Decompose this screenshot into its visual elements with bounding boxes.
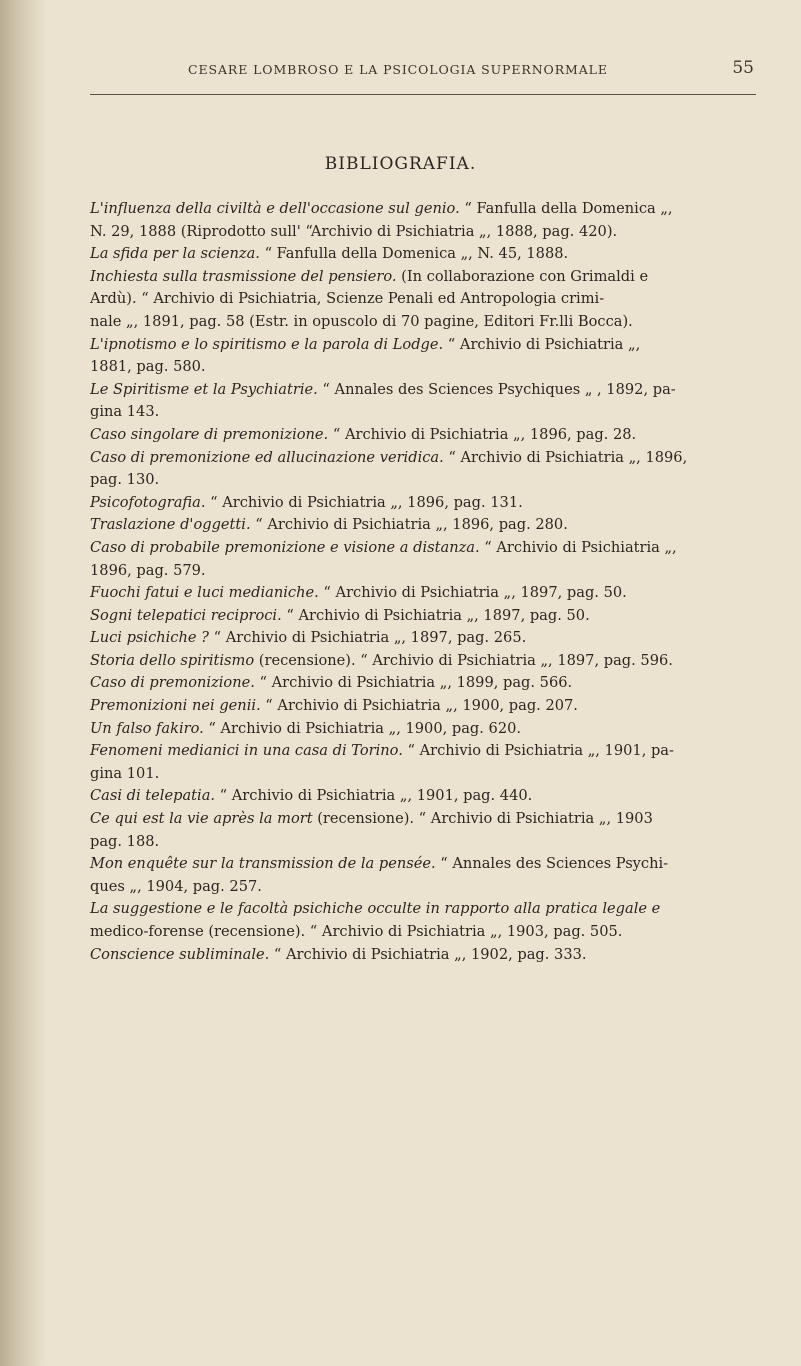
- entry-line: [90, 582, 752, 605]
- bibliography-entry: [90, 695, 752, 718]
- bibliography-entry: [90, 266, 752, 334]
- entry-title: Ce qui est la vie après la mort: [90, 810, 313, 828]
- entry-citation: medico-forense (recensione). “ Archivio di Psichiatria „, 1903, pag. 505.: [90, 923, 623, 940]
- entry-citation: “ Fanfulla della Domenica „, N. 45, 1888.: [259, 245, 569, 263]
- bibliography-entry: [90, 808, 752, 853]
- bibliography-entry: [90, 537, 752, 582]
- bibliography-entry: [90, 582, 752, 605]
- page-header: [108, 58, 754, 84]
- section-title: BIBLIOGRAFIA.: [324, 154, 477, 174]
- entry-title: Psicofotografia.: [90, 493, 206, 511]
- entry-line: [90, 469, 752, 492]
- entry-line: [90, 537, 752, 560]
- entry-line: [90, 627, 752, 650]
- entry-title: Premonizioni nei genii.: [90, 697, 261, 715]
- entry-line: [90, 876, 752, 899]
- entry-title: Inchiesta sulla trasmissione del pensiero.: [90, 267, 397, 285]
- entry-line: [90, 831, 752, 854]
- entry-citation: “ Archivio di Psichiatria „, 1900, pag. 207.: [260, 697, 578, 715]
- entry-citation: gina 143.: [90, 403, 160, 421]
- entry-title: Caso di probabile premonizione e visione a distanza.: [90, 538, 480, 556]
- entry-citation: pag. 188.: [90, 832, 160, 850]
- entry-citation: ques „, 1904, pag. 257.: [90, 877, 262, 895]
- entry-citation: “ Archivio di Psichiatria „, 1897, pag. 50.: [281, 606, 590, 624]
- entry-line: [90, 243, 752, 266]
- entry-line: [90, 560, 752, 583]
- entry-title: Caso di premonizione.: [90, 674, 255, 692]
- entry-line: [90, 514, 752, 537]
- entry-citation: 1881, pag. 580.: [90, 358, 206, 376]
- entry-line: [90, 898, 752, 921]
- bibliography-entry: [90, 514, 752, 537]
- bibliography-entry: [90, 447, 752, 492]
- entry-line: [90, 718, 752, 741]
- entry-title: Le Spiritisme et la Psychiatrie.: [90, 380, 318, 398]
- entry-citation: “ Archivio di Psichiatria „, 1901, pa-: [402, 742, 674, 760]
- entry-citation: “ Archivio di Psichiatria „, 1900, pag. 620.: [203, 719, 522, 737]
- entry-citation: (recensione). “ Archivio di Psichiatria „, 1903: [312, 810, 653, 828]
- entry-citation: “ Archivio di Psichiatria „, 1897, pag. 50.: [318, 584, 627, 602]
- entry-line: [90, 785, 752, 808]
- entry-citation: (recensione). “ Archivio di Psichiatria „, 1897, pag. 596.: [254, 651, 673, 669]
- bibliography-entry: [90, 627, 752, 650]
- entry-title: La sfida per la scienza.: [90, 245, 260, 263]
- entry-line: [90, 266, 752, 289]
- bibliography-entry: [90, 944, 752, 967]
- entry-title: Conscience subliminale.: [90, 945, 270, 963]
- entry-title: La suggestione e le facoltà psichiche occulte in rapporto alla pratica legale e: [90, 900, 661, 918]
- bibliography-entry: [90, 243, 752, 266]
- entry-title: Luci psichiche ?: [90, 629, 209, 647]
- entry-line: [90, 763, 752, 786]
- bibliography-entry: [90, 334, 752, 379]
- page-number: 55: [732, 58, 754, 78]
- bibliography-entry: [90, 785, 752, 808]
- bibliography-entry: [90, 853, 752, 898]
- bibliography-entry: [90, 898, 752, 943]
- entry-citation: gina 101.: [90, 764, 160, 782]
- entry-line: [90, 401, 752, 424]
- entry-title: Caso di premonizione ed allucinazione veridica.: [90, 448, 444, 466]
- entry-title: Caso singolare di premonizione.: [90, 425, 329, 443]
- entry-line: [90, 492, 752, 515]
- entry-line: [90, 311, 752, 334]
- entry-citation: nale „, 1891, pag. 58 (Estr. in opuscolo di 70 pagine, Editori Fr.lli Bocca).: [90, 312, 633, 330]
- entry-title: L'influenza della civiltà e dell'occasione sul genio.: [90, 200, 460, 217]
- entry-citation: (In collaborazione con Grimaldi e: [396, 267, 649, 285]
- entry-line: [90, 853, 752, 876]
- entry-line: [90, 424, 752, 447]
- entry-citation: pag. 130.: [90, 471, 160, 489]
- bibliography-entry: [90, 198, 752, 243]
- entry-citation: “ Archivio di Psichiatria „, 1896, pag. 28.: [328, 425, 637, 443]
- entry-title: Traslazione d'oggetti.: [90, 516, 251, 534]
- entry-line: [90, 740, 752, 763]
- entry-citation: “ Archivio di Psichiatria „, 1896,: [443, 448, 688, 466]
- entry-line: [90, 921, 752, 944]
- entry-citation: “ Archivio di Psichiatria „, 1902, pag. 333.: [269, 945, 587, 963]
- entry-title: Mon enquête sur la transmission de la pensée.: [90, 855, 436, 873]
- entry-line: [90, 447, 752, 470]
- bibliography-entry: [90, 424, 752, 447]
- entry-line: [90, 605, 752, 628]
- entry-citation: Ardù). “ Archivio di Psichiatria, Scienze Penali ed Antropologia crimi-: [90, 290, 605, 308]
- entry-citation: “ Annales des Sciences Psychiques „ , 1892, pa-: [317, 380, 676, 398]
- entry-citation: “ Fanfulla della Domenica „,: [459, 200, 673, 217]
- entry-citation: “ Archivio di Psichiatria „, 1901, pag. 440.: [215, 787, 533, 805]
- entry-line: [90, 288, 752, 311]
- entry-title: Casi di telepatia.: [90, 787, 216, 805]
- entry-citation: “ Archivio di Psichiatria „, 1899, pag. 566.: [254, 674, 573, 692]
- running-head: CESARE LOMBROSO E LA PSICOLOGIA SUPERNORMALE: [188, 62, 608, 77]
- entry-line: [90, 379, 752, 402]
- entry-line: [90, 198, 752, 221]
- entry-line: [90, 808, 752, 831]
- entry-citation: “ Archivio di Psichiatria „,: [443, 335, 641, 353]
- bibliography-entry: [90, 740, 752, 785]
- entry-title: Un falso fakiro.: [90, 719, 204, 737]
- bibliography-entry: [90, 605, 752, 628]
- entry-line: [90, 944, 752, 967]
- bibliography-list: [90, 198, 752, 966]
- bibliography-entry: [90, 672, 752, 695]
- entry-line: [90, 221, 752, 244]
- page-gutter-shadow: [0, 0, 48, 1366]
- entry-title: Storia dello spiritismo: [90, 651, 255, 669]
- bibliography-entry: [90, 492, 752, 515]
- entry-line: [90, 650, 752, 673]
- bibliography-entry: [90, 650, 752, 673]
- entry-citation: 1896, pag. 579.: [90, 561, 206, 579]
- entry-citation: N. 29, 1888 (Riprodotto sull' “Archivio di Psichiatria „, 1888, pag. 420).: [90, 222, 618, 240]
- bibliography-entry: [90, 718, 752, 741]
- entry-line: [90, 356, 752, 379]
- entry-citation: “ Archivio di Psichiatria „,: [479, 538, 677, 556]
- entry-line: [90, 672, 752, 695]
- entry-title: L'ipnotismo e lo spiritismo e la parola di Lodge.: [90, 335, 444, 353]
- entry-citation: “ Archivio di Psichiatria „, 1896, pag. 280.: [250, 516, 568, 534]
- entry-line: [90, 695, 752, 718]
- entry-title: Sogni telepatici reciproci.: [90, 606, 282, 624]
- entry-citation: “ Annales des Sciences Psychi-: [435, 855, 669, 873]
- entry-line: [90, 334, 752, 357]
- bibliography-entry: [90, 379, 752, 424]
- entry-citation: “ Archivio di Psichiatria „, 1897, pag. 265.: [208, 629, 527, 647]
- header-rule: [90, 94, 756, 95]
- entry-title: Fenomeni medianici in una casa di Torino.: [90, 742, 403, 760]
- entry-citation: “ Archivio di Psichiatria „, 1896, pag. 131.: [205, 493, 523, 511]
- entry-title: Fuochi fatui e luci medianiche.: [90, 584, 319, 602]
